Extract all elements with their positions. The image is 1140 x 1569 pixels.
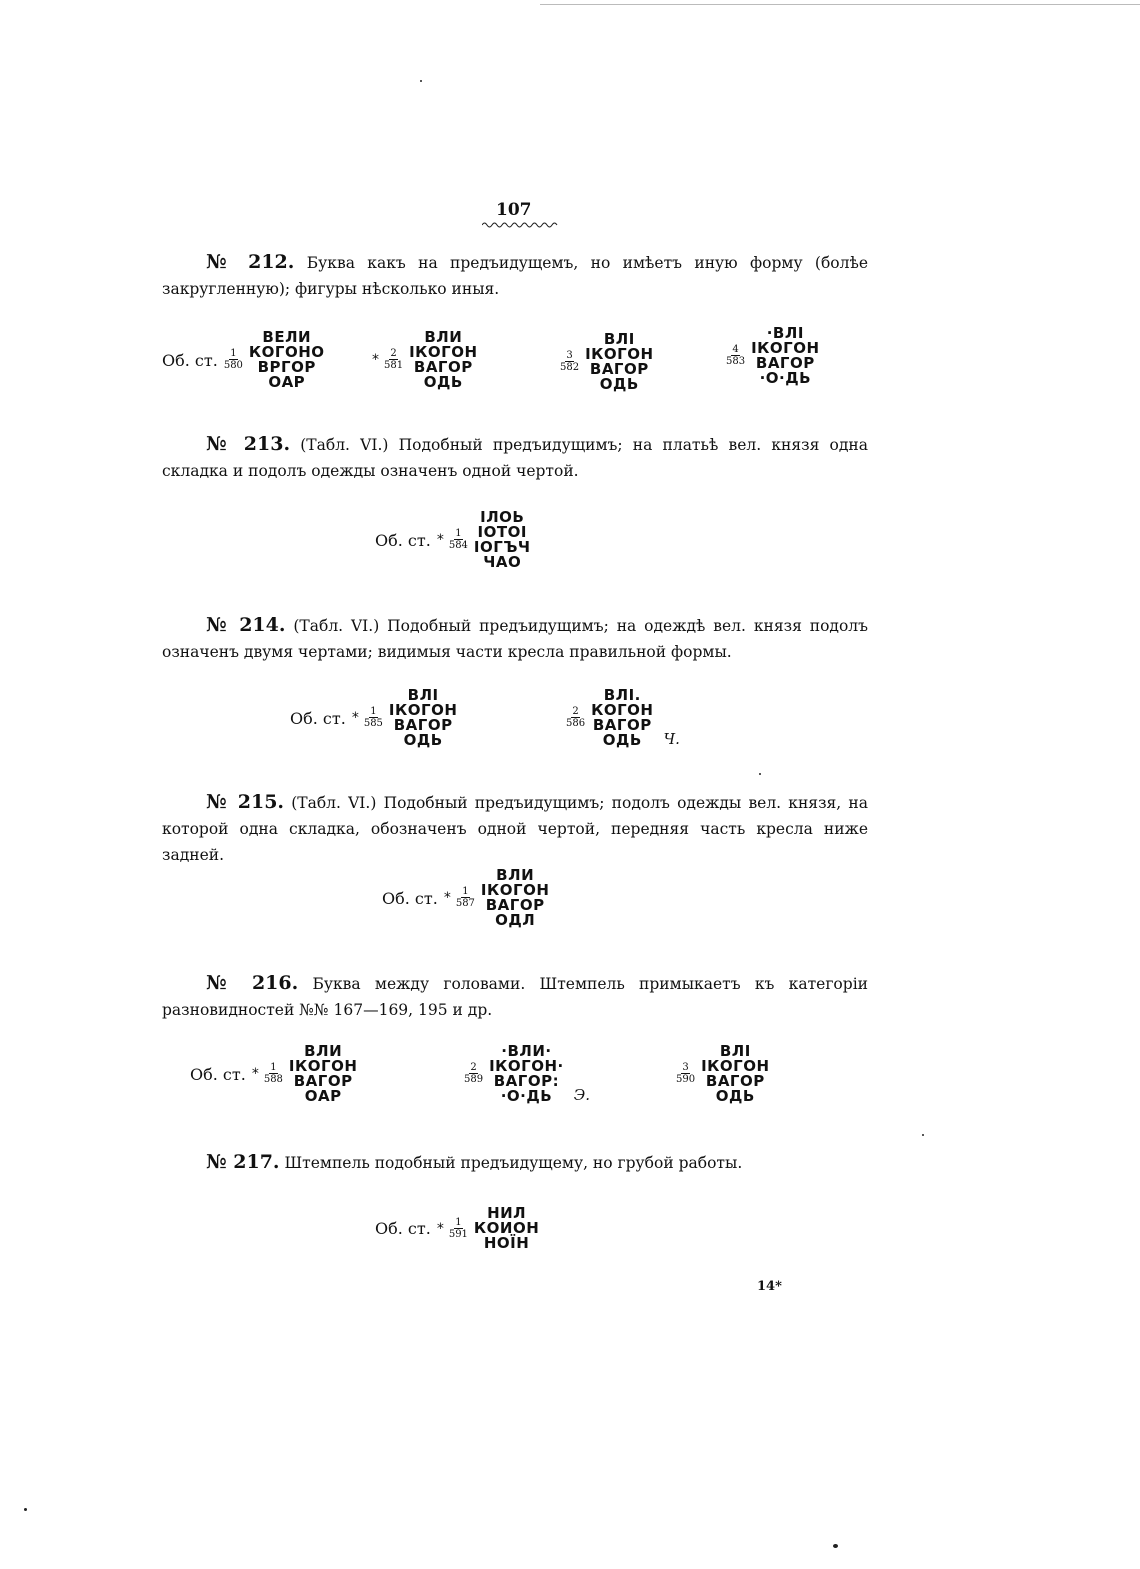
star-mark: * (436, 532, 444, 548)
coin-inscription (190, 1044, 357, 1104)
inscription-line: ОАР (304, 1087, 342, 1105)
coin-prefix: Об. ст. (375, 530, 431, 550)
fraction-denominator: 581 (384, 360, 404, 371)
coin-prefix: Об. ст. (382, 888, 438, 908)
coin-fraction (264, 1063, 283, 1085)
inscription-block (751, 326, 819, 386)
coin-inscription (375, 510, 531, 570)
entry-215 (162, 789, 868, 868)
inscription-block (474, 510, 531, 570)
coin-inscription (162, 330, 325, 390)
inscription-line: ІОТОІ (477, 523, 527, 541)
inscription-line: КОГОНО (248, 343, 325, 361)
inscription-line: ·ВЛІ (766, 324, 804, 342)
fraction-denominator: 590 (676, 1074, 696, 1085)
inscription-line: ІКОГОН (480, 881, 550, 899)
inscription-line: ·ВЛИ· (501, 1042, 552, 1060)
inscription-line: КОГОН (591, 701, 654, 719)
inscription-block (289, 1044, 357, 1104)
printer-signature: 14* (757, 1279, 782, 1294)
coin-inscription (560, 332, 654, 392)
fraction-denominator: 589 (464, 1074, 484, 1085)
entry-text: Буква какъ на предъидущемъ, но имѣетъ иную форму (болѣе закругленную); фигуры нѣсколько иныя. (162, 254, 868, 298)
inscription-line: ВЛІ (603, 330, 635, 348)
inscription-block (389, 688, 457, 748)
entry-number: № 215. (206, 791, 285, 813)
inscription-line: ВЛИ (496, 866, 535, 884)
fraction-numerator: 2 (572, 706, 579, 717)
entry-text: (Табл. VI.) Подобный предъидущимъ; на платьѣ вел. князя одна складка и подолъ одежды означенъ одной чертой. (162, 436, 868, 480)
inscription-line: ІКОГОН (701, 1057, 770, 1075)
fraction-denominator: 587 (455, 898, 475, 909)
ink-speck (24, 1508, 27, 1511)
inscription-line: ВЛІ (407, 686, 439, 704)
inscription-line: ІКОГОН (388, 701, 458, 719)
inscription-line: ІКОГОН· (489, 1057, 564, 1075)
star-mark: * (251, 1066, 259, 1082)
entry-217 (162, 1149, 868, 1176)
inscription-line: ВАГОР (589, 360, 649, 378)
star-mark: * (443, 890, 451, 906)
fraction-denominator: 591 (448, 1228, 468, 1240)
ink-speck (420, 80, 422, 82)
fraction-denominator: 582 (560, 362, 580, 373)
star-mark: * (372, 352, 379, 368)
fraction-denominator: 585 (363, 718, 383, 729)
fraction-numerator: 1 (230, 348, 237, 359)
coin-fraction (449, 529, 468, 551)
coin-prefix: Об. ст. (162, 350, 218, 370)
inscription-line: КОИОН (473, 1219, 540, 1237)
entry-text: (Табл. VI.) Подобный предъидущимъ; на одеждѣ вел. князя подолъ означенъ двумя чертами; видимыя части кресла правильной формы. (162, 617, 868, 661)
entry-number: № 213. (206, 433, 291, 455)
inscription-line: ОАР (268, 373, 306, 391)
entry-212 (162, 249, 868, 302)
fraction-numerator: 1 (455, 1216, 462, 1228)
provenance-mark: Э. (573, 1086, 590, 1104)
inscription-line: ВЛІ (719, 1042, 751, 1060)
inscription-line: ОДЬ (423, 373, 463, 391)
inscription-line: ВЛИ (424, 328, 463, 346)
coin-prefix: Об. ст. (375, 1219, 431, 1238)
coin-inscription (290, 688, 457, 748)
entry-214 (162, 612, 868, 665)
star-mark: * (351, 710, 359, 726)
star-mark: * (436, 1220, 444, 1237)
coin-fraction (726, 345, 745, 367)
coin-fraction (560, 351, 579, 373)
ink-speck (759, 773, 761, 775)
fraction-denominator: 580 (223, 360, 243, 371)
fraction-denominator: 586 (566, 718, 586, 729)
inscription-line: ВАГОР (755, 354, 815, 372)
inscription-block (489, 1044, 564, 1104)
page-number-ornament (482, 221, 558, 229)
inscription-line: ЧАО (483, 553, 522, 571)
coin-inscription (726, 326, 820, 386)
inscription-line: ІЛОЬ (480, 508, 525, 526)
inscription-line: ІОГЪЧ (473, 538, 531, 556)
inscription-line: ІКОГОН (409, 343, 478, 361)
inscription-line: ВЛІ. (603, 686, 641, 704)
ink-speck (922, 1134, 924, 1136)
fraction-numerator: 3 (566, 350, 573, 361)
entry-number: № 217. (206, 1151, 280, 1173)
inscription-line: ІКОГОН (751, 339, 820, 357)
entry-text: (Табл. VI.) Подобный предъидущимъ; подолъ одежды вел. князя, на которой одна складка, обозначенъ одной чертой, передняя часть кресла ниже задней. (162, 794, 868, 864)
fraction-numerator: 4 (732, 344, 739, 355)
inscription-line: ВЕЛИ (262, 328, 312, 346)
inscription-line: ВАГОР (293, 1072, 353, 1090)
coin-inscription (464, 1044, 590, 1104)
coin-fraction (464, 1063, 483, 1085)
entry-number: № 214. (206, 614, 286, 636)
inscription-block (591, 688, 653, 748)
inscription-line: ВЛИ (304, 1042, 343, 1060)
entry-text: Буква между головами. Штемпель примыкаетъ къ категоріи разновидностей №№ 167—169, 195 и др. (162, 975, 868, 1019)
inscription-block (249, 330, 325, 390)
fraction-numerator: 2 (470, 1062, 477, 1073)
inscription-line: ВАГОР (485, 896, 545, 914)
coin-fraction (224, 349, 243, 371)
coin-prefix: Об. ст. (190, 1064, 246, 1084)
inscription-block (481, 868, 549, 928)
inscription-line: ОДЛ (495, 911, 536, 929)
coin-fraction (676, 1063, 695, 1085)
inscription-block (474, 1206, 539, 1251)
entry-number: № 216. (206, 972, 299, 994)
inscription-line: ВАГОР (393, 716, 453, 734)
entry-216 (162, 970, 868, 1023)
inscription-line: ВАГОР: (493, 1072, 560, 1090)
entry-213 (162, 431, 868, 484)
inscription-line: ·О·ДЬ (500, 1087, 553, 1105)
fraction-numerator: 2 (390, 348, 397, 359)
fraction-numerator: 1 (462, 886, 469, 897)
inscription-line: ВАГОР (705, 1072, 765, 1090)
inscription-line: ІКОГОН (288, 1057, 358, 1075)
inscription-block (701, 1044, 769, 1104)
inscription-line: ·О·ДЬ (759, 369, 812, 387)
coin-fraction (449, 1218, 468, 1240)
fraction-numerator: 1 (455, 528, 462, 539)
fraction-numerator: 3 (682, 1062, 689, 1073)
inscription-block (409, 330, 477, 390)
inscription-line: ІКОГОН (585, 345, 654, 363)
inscription-line: ОДЬ (599, 375, 639, 393)
page-number: 107 (496, 200, 532, 220)
inscription-line: ОДЬ (715, 1087, 755, 1105)
coin-inscription (375, 1206, 539, 1251)
coin-fraction (456, 887, 475, 909)
entry-number: № 212. (206, 251, 295, 273)
inscription-line: ВАГОР (592, 716, 652, 734)
coin-fraction (384, 349, 403, 371)
fraction-numerator: 1 (270, 1062, 277, 1073)
coin-fraction (566, 707, 585, 729)
coin-inscription (676, 1044, 770, 1104)
fraction-denominator: 588 (263, 1074, 283, 1085)
coin-inscription (382, 868, 549, 928)
fraction-numerator: 1 (370, 706, 377, 717)
fraction-denominator: 583 (726, 356, 746, 367)
inscription-line: ВРГОР (257, 358, 316, 376)
inscription-line: НИЛ (487, 1204, 527, 1222)
inscription-line: ОДЬ (403, 731, 443, 749)
inscription-line: НОЇН (483, 1234, 530, 1252)
inscription-line: ВАГОР (413, 358, 473, 376)
fraction-denominator: 584 (448, 540, 468, 551)
coin-inscription (372, 330, 478, 390)
coin-prefix: Об. ст. (290, 708, 346, 728)
provenance-mark: Ч. (663, 730, 680, 748)
scan-edge-line (540, 4, 1140, 5)
entry-text: Штемпель подобный предъидущему, но грубой работы. (284, 1154, 743, 1172)
inscription-block (585, 332, 653, 392)
ink-speck (833, 1544, 838, 1548)
inscription-line: ОДЬ (602, 731, 642, 749)
coin-inscription (566, 688, 680, 748)
coin-fraction (364, 707, 383, 729)
